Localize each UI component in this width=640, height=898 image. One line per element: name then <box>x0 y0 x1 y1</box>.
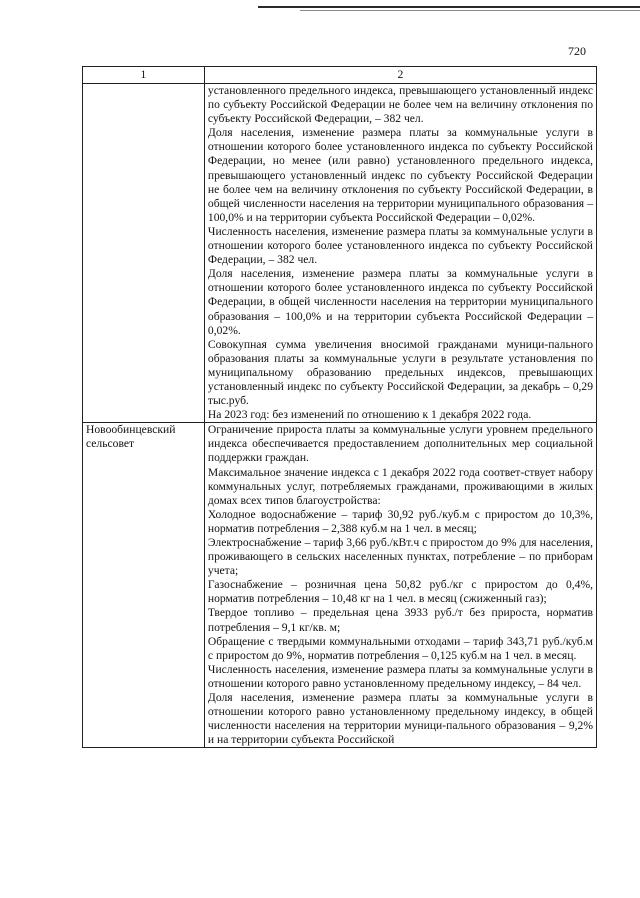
paragraph: Электроснабжение – тариф 3,66 руб./кВт.ч с приростом до 9% для населения, проживающего в сельских населенных пунктах, потребление – по приборам учета; <box>207 536 593 578</box>
paragraph: Твердое топливо – предельная цена 3933 руб./т без прироста, норматив потребления – 9,1 кг/кв. м; <box>207 606 593 634</box>
municipality-name-cell <box>83 84 205 423</box>
table-row <box>83 84 597 423</box>
paragraph: Максимальное значение индекса с 1 декабря 2022 года соответ-ствует набору коммунальных услуг, потребляемых гражданами, проживающими в жилых домах всех типов благоустройства: <box>207 465 593 507</box>
paragraph: Газоснабжение – розничная цена 50,82 руб./кг с приростом до 0,4%, норматив потребления – 10,48 кг на 1 чел. в месяц (сжиженный газ); <box>207 578 593 606</box>
municipality-name-cell: Новообинцевский сельсовет <box>83 423 205 748</box>
description-cell <box>204 84 596 423</box>
page-number: 720 <box>568 44 586 58</box>
column-header-1: 1 <box>83 67 205 84</box>
paragraph: На 2023 год: без изменений по отношению к 1 декабря 2022 года. <box>207 408 532 422</box>
paragraph: установленного предельного индекса, превышающего установленный индекс по субъекту Российской Федерации не более чем на величину отклонения по субъекту Российской Федерации, – 382 чел. <box>207 84 593 126</box>
document-table <box>82 66 597 748</box>
table-header-row <box>83 67 597 84</box>
paragraph: Холодное водоснабжение – тариф 30,92 руб./куб.м с приростом до 10,3%, норматив потребления – 2,388 куб.м на 1 чел. в месяц; <box>207 507 593 535</box>
paragraph: Доля населения, изменение размера платы за коммунальные услуги в отношении которого более установленного индекса по субъекту Российской Федерации, но менее (или равно) установленного предельного индекса, превышающего установленный индекс по субъекту Российской Федерации не более чем на величину отклонения по субъекту Российской Федерации, в общей численности населения на территории муниципального образования – 100,0% и на территории субъекта Российской Федерации – 0,02%. <box>207 126 593 224</box>
paragraph: Ограничение прироста платы за коммунальные услуги уровнем предельного индекса обеспечивается предоставлением дополнительных мер социальной поддержки граждан. <box>207 423 593 465</box>
paragraph: Обращение с твердыми коммунальными отходами – тариф 343,71 руб./куб.м с приростом до 9%, норматив потребления – 0,125 куб.м на 1 чел. в месяц. <box>207 634 593 662</box>
paragraph: Доля населения, изменение размера платы за коммунальные услуги в отношении которого равно установленному предельному индексу, в общей численности населения на территории муници-пального образования – 9,2% и на территории субъекта Российской <box>207 691 593 747</box>
scan-edge-line-secondary <box>300 10 640 11</box>
paragraph: Численность населения, изменение размера платы за коммунальные услуги в отношении которого равно установленному предельному индексу, – 84 чел. <box>207 662 593 690</box>
scan-edge-line <box>258 6 640 8</box>
paragraph: Доля населения, изменение размера платы за коммунальные услуги в отношении которого более установленного индекса по субъекту Российской Федерации, в общей численности населения на территории муниципального образования – 100,0% и на территории субъекта Российской Федерации – 0,02%. <box>207 267 593 337</box>
paragraph: Численность населения, изменение размера платы за коммунальные услуги в отношении которого более установленного индекса по субъекту Российской Федерации, – 382 чел. <box>207 224 593 267</box>
column-header-2: 2 <box>204 67 596 84</box>
paragraph: Совокупная сумма увеличения вносимой гражданами муници-пального образования платы за коммунальные услуги в результате установления по муниципальному образованию предельных индексов, превышающих установленный индекс по субъекту Российской Федерации, за декабрь – 0,29 тыс.руб. <box>207 337 593 408</box>
table-row <box>83 423 597 748</box>
description-cell <box>204 423 596 748</box>
